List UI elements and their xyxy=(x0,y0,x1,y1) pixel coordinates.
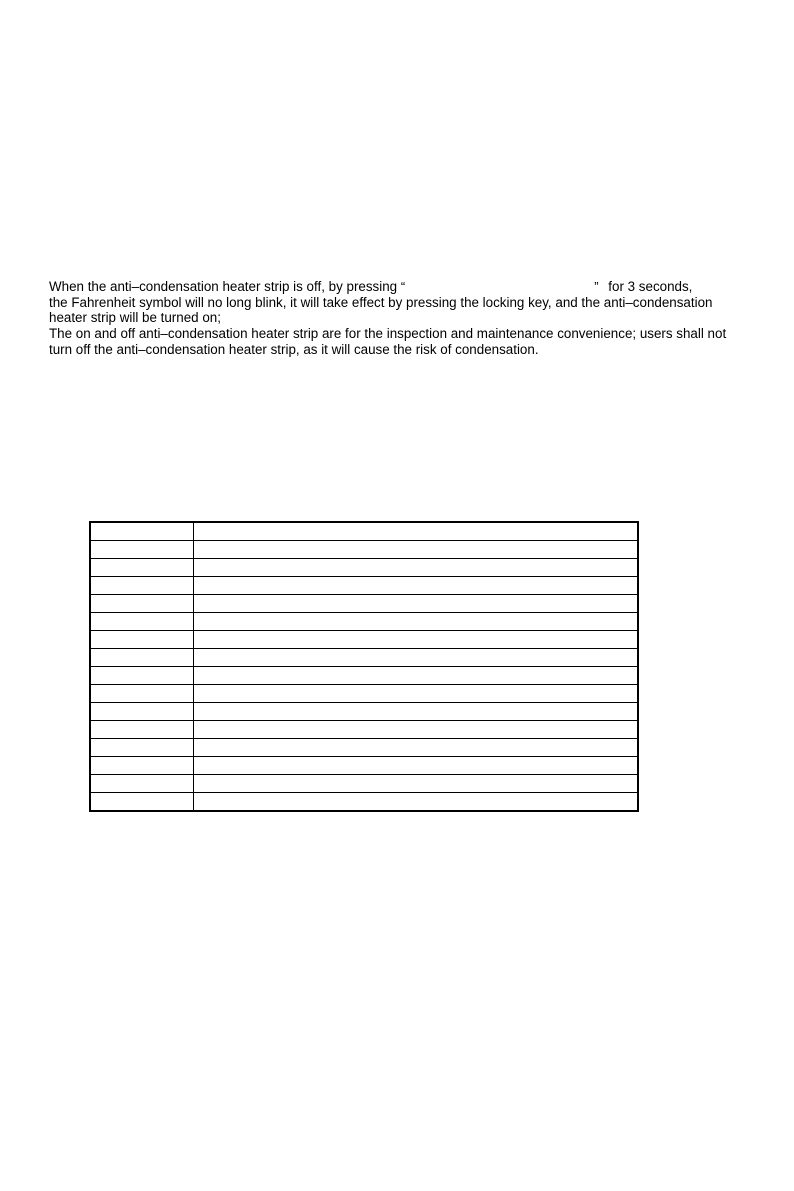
table-cell-description xyxy=(194,793,639,812)
instruction-line-2: the Fahrenheit symbol will no long blink, it will take effect by pressing the locking key, and the anti–condensation xyxy=(49,294,713,310)
table-cell-parameter xyxy=(90,613,194,631)
table-cell-description xyxy=(194,721,639,739)
table-cell-parameter xyxy=(90,541,194,559)
table-row xyxy=(90,721,638,739)
table-cell-description xyxy=(194,739,639,757)
table-cell-description xyxy=(194,667,639,685)
table-cell-parameter xyxy=(90,559,194,577)
table-row xyxy=(90,775,638,793)
table-row xyxy=(90,757,638,775)
key-quote-close: ” xyxy=(594,279,599,294)
table-cell-parameter xyxy=(90,775,194,793)
table-row xyxy=(90,685,638,703)
instruction-text-before-key: When the anti–condensation heater strip is off, by pressing xyxy=(49,279,398,294)
table-cell-parameter xyxy=(90,577,194,595)
table-row xyxy=(90,703,638,721)
table-cell-parameter xyxy=(90,667,194,685)
table-row xyxy=(90,559,638,577)
table-cell-description xyxy=(194,703,639,721)
settings-table xyxy=(89,521,639,812)
table-cell-parameter xyxy=(90,649,194,667)
table-cell-description xyxy=(194,613,639,631)
table-cell-description xyxy=(194,577,639,595)
table-cell-description xyxy=(194,595,639,613)
table-row xyxy=(90,739,638,757)
table-row xyxy=(90,613,638,631)
table-cell-description xyxy=(194,649,639,667)
table-cell-parameter xyxy=(90,631,194,649)
instruction-line-1 xyxy=(49,279,769,295)
table-row xyxy=(90,595,638,613)
table-cell-parameter xyxy=(90,703,194,721)
table-cell-description xyxy=(194,559,639,577)
heater-warning-note xyxy=(49,326,769,357)
table-row xyxy=(90,541,638,559)
table-cell-parameter xyxy=(90,757,194,775)
table-cell-description xyxy=(194,757,639,775)
table-cell-parameter xyxy=(90,793,194,812)
instruction-line-3: heater strip will be turned on; xyxy=(49,310,221,325)
table-row xyxy=(90,667,638,685)
table-row xyxy=(90,577,638,595)
settings-table-body xyxy=(90,522,638,811)
table-cell-parameter xyxy=(90,739,194,757)
table-row xyxy=(90,649,638,667)
table-cell-description xyxy=(194,541,639,559)
key-quote-open: “ xyxy=(400,279,406,294)
table-cell-description xyxy=(194,522,639,541)
table-cell-parameter xyxy=(90,522,194,541)
table-cell-description xyxy=(194,631,639,649)
warning-line-2: turn off the anti–condensation heater strip, as it will cause the risk of condensation. xyxy=(49,341,539,357)
heater-on-instructions xyxy=(49,279,769,326)
table-row xyxy=(90,631,638,649)
table-cell-parameter xyxy=(90,721,194,739)
table-row xyxy=(90,793,638,812)
table-cell-parameter xyxy=(90,595,194,613)
warning-line-1: The on and off anti–condensation heater strip are for the inspection and maintenance convenience; users shall not xyxy=(49,326,727,341)
table-cell-description xyxy=(194,685,639,703)
table-cell-parameter xyxy=(90,685,194,703)
table-row xyxy=(90,522,638,541)
table-cell-description xyxy=(194,775,639,793)
instruction-text-after-key: for 3 seconds, xyxy=(608,279,693,294)
